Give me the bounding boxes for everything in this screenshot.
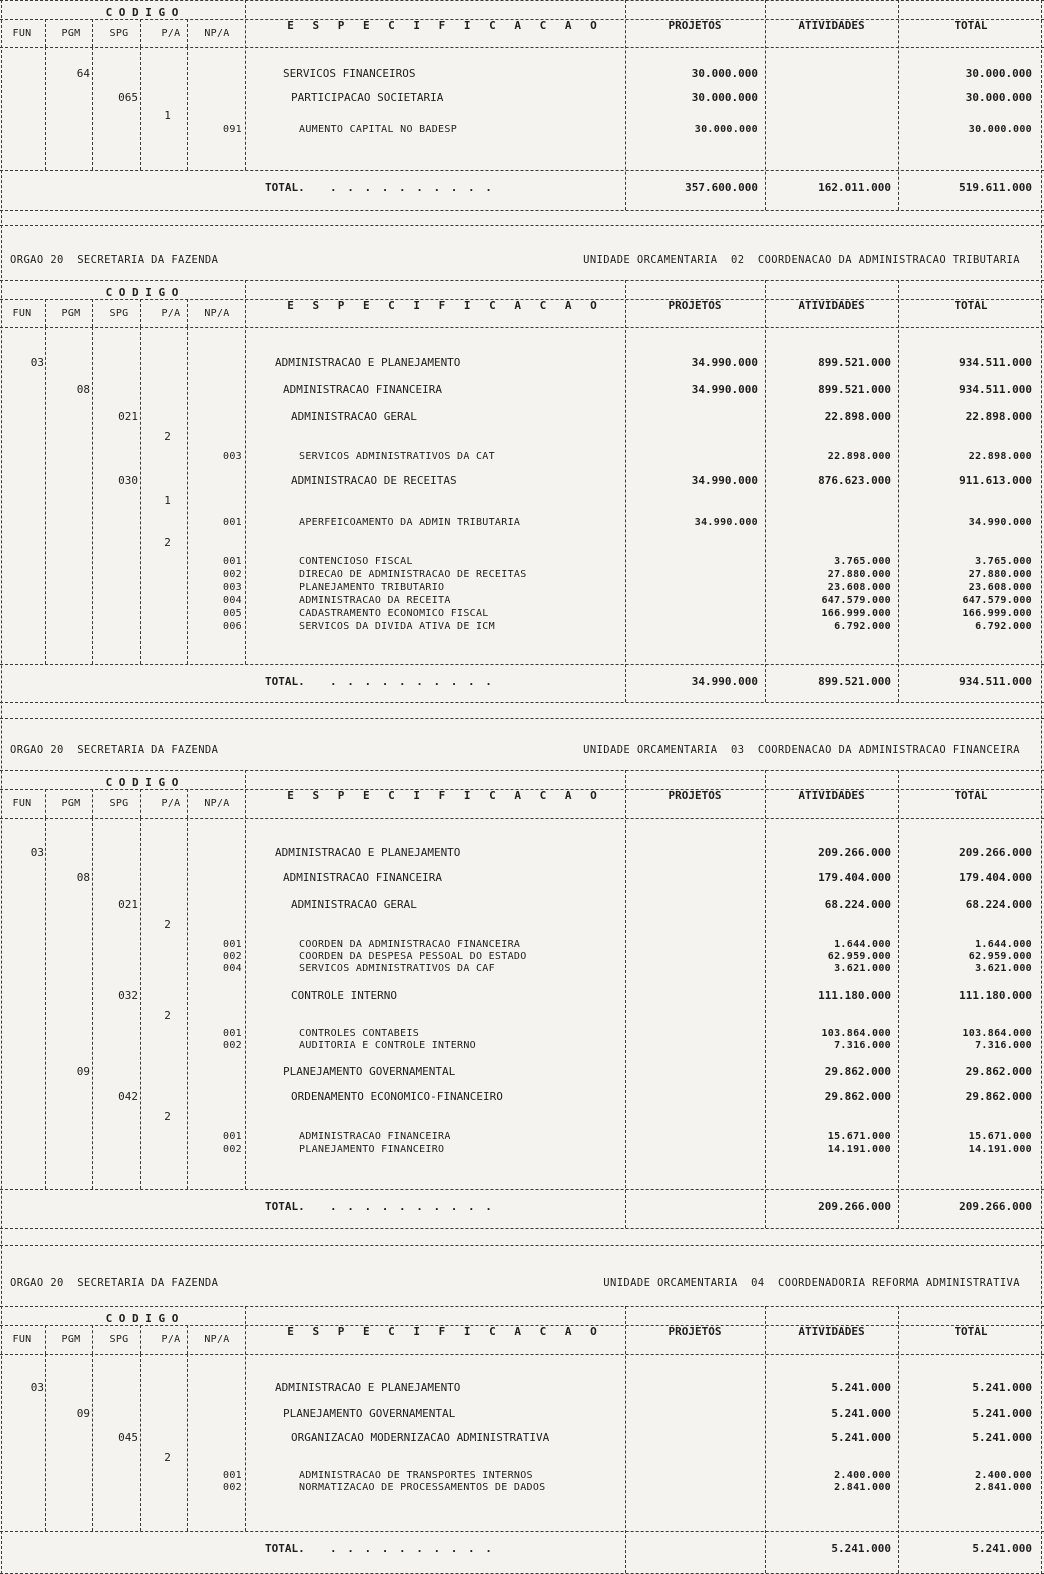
especificacao-text: ADMINISTRACAO E PLANEJAMENTO [275,846,461,859]
column-divider [45,299,46,327]
fun-header: FUN [12,1334,32,1345]
pgm-header: PGM [61,798,81,809]
projetos-header: PROJETOS [668,19,722,32]
total-grand: 519.611.000 [959,181,1032,194]
column-divider [45,1325,46,1354]
total-leader-dots: . . . . . . . . . . [330,675,494,688]
total-value: 15.671.000 [968,1131,1032,1142]
npa-header: NP/A [204,308,230,319]
orgao-label: ORGAO 20 SECRETARIA DA FAZENDA [10,254,219,266]
atividades-value: 647.579.000 [821,595,891,606]
column-divider [625,770,626,1228]
especificacao-text: ADMINISTRACAO GERAL [291,410,417,423]
total-leader-dots: . . . . . . . . . . [330,1542,494,1555]
total-atividades: 162.011.000 [818,181,891,194]
codigo-header: C O D I G O [105,776,179,789]
pa-code: 2 [164,1009,171,1022]
total-atividades: 209.266.000 [818,1200,891,1213]
pa-code: 2 [164,1451,171,1464]
atividades-header: ATIVIDADES [798,1325,865,1338]
spg-header: SPG [109,308,129,319]
header-bottom-rule [0,47,1044,48]
atividades-value: 14.191.000 [827,1144,891,1155]
especificacao-text: ORDENAMENTO ECONOMICO-FINANCEIRO [291,1090,503,1103]
column-divider [140,327,141,664]
pa-header: P/A [161,308,181,319]
especificacao-text: ADMINISTRACAO E PLANEJAMENTO [275,356,461,369]
especificacao-text: SERVICOS ADMINISTRATIVOS DA CAF [299,963,495,974]
atividades-value: 899.521.000 [818,383,891,396]
npa-code: 002 [223,1144,242,1155]
projetos-header: PROJETOS [668,299,722,312]
npa-code: 003 [223,451,242,462]
column-divider [625,0,626,210]
column-divider [187,1354,188,1531]
section-bottom-rule [0,1228,1044,1229]
projetos-value: 30.000.000 [691,67,758,80]
especificacao-text: ADMINISTRACAO GERAL [291,898,417,911]
column-divider [898,280,899,702]
column-divider [765,1306,766,1573]
header-top-rule [0,1306,1044,1307]
projetos-value: 34.990.000 [691,474,758,487]
total-header: TOTAL [954,789,988,802]
total-value: 5.241.000 [972,1431,1032,1444]
column-divider [898,0,899,210]
fun-header: FUN [12,308,32,319]
pa-code: 2 [164,536,171,549]
atividades-value: 3.621.000 [834,963,891,974]
projetos-value: 34.990.000 [691,356,758,369]
column-divider [625,1306,626,1573]
spg-code: 042 [118,1090,138,1103]
total-projetos: 34.990.000 [691,675,758,688]
especificacao-text: APERFEICOAMENTO DA ADMIN TRIBUTARIA [299,517,521,528]
column-divider [45,19,46,47]
npa-code: 002 [223,1482,242,1493]
atividades-value: 5.241.000 [831,1407,891,1420]
column-divider [92,299,93,327]
column-divider [187,818,188,1189]
especificacao-text: ADMINISTRACAO DA RECEITA [299,595,451,606]
atividades-value: 5.241.000 [831,1431,891,1444]
column-divider [245,0,246,170]
page-right-edge [1041,0,1042,1574]
atividades-value: 876.623.000 [818,474,891,487]
total-header: TOTAL [954,299,988,312]
especificacao-text: CADASTRAMENTO ECONOMICO FISCAL [299,608,489,619]
pa-code: 2 [164,430,171,443]
column-divider [92,789,93,818]
atividades-value: 15.671.000 [827,1131,891,1142]
column-divider [187,327,188,664]
total-value: 22.898.000 [965,410,1032,423]
npa-code: 001 [223,939,242,950]
header-top-rule [0,280,1044,281]
total-top-rule [0,170,1044,171]
column-divider [140,1354,141,1531]
column-divider [45,327,46,664]
total-value: 179.404.000 [959,871,1032,884]
total-grand: 934.511.000 [959,675,1032,688]
total-header: TOTAL [954,19,988,32]
projetos-header: PROJETOS [668,789,722,802]
fun-code: 03 [30,356,44,369]
unidade-orcamentaria-label: UNIDADE ORCAMENTARIA 03 COORDENACAO DA ADMINISTRACAO FINANCEIRA [583,744,1020,756]
especificacao-header: E S P E C I F I C A C A O [287,19,603,32]
npa-code: 001 [223,1131,242,1142]
column-divider [45,47,46,170]
spg-code: 045 [118,1431,138,1444]
total-value: 911.613.000 [959,474,1032,487]
section-top-rule [0,1245,1044,1246]
column-divider [625,280,626,702]
especificacao-text: CONTROLES CONTABEIS [299,1028,420,1039]
column-divider [92,818,93,1189]
atividades-value: 29.862.000 [824,1090,891,1103]
orgao-label: ORGAO 20 SECRETARIA DA FAZENDA [10,744,219,756]
section-bottom-rule [0,210,1044,211]
column-divider [92,47,93,170]
pa-header: P/A [161,798,181,809]
column-divider [765,770,766,1228]
spg-header: SPG [109,798,129,809]
total-value: 5.241.000 [972,1381,1032,1394]
column-divider [92,1325,93,1354]
column-divider [45,1354,46,1531]
pgm-code: 64 [76,67,90,80]
column-divider [140,47,141,170]
projetos-value: 34.990.000 [694,517,758,528]
atividades-value: 62.959.000 [827,951,891,962]
especificacao-text: SERVICOS DA DIVIDA ATIVA DE ICM [299,621,495,632]
total-value: 3.621.000 [975,963,1032,974]
total-grand: 5.241.000 [972,1542,1032,1555]
total-label: TOTAL. [265,1542,305,1555]
total-value: 209.266.000 [959,846,1032,859]
total-value: 6.792.000 [975,621,1032,632]
column-divider [140,789,141,818]
atividades-value: 209.266.000 [818,846,891,859]
npa-code: 005 [223,608,242,619]
especificacao-text: AUMENTO CAPITAL NO BADESP [299,124,458,135]
especificacao-text: ADMINISTRACAO DE TRANSPORTES INTERNOS [299,1470,533,1481]
pgm-code: 09 [76,1065,90,1078]
total-top-rule [0,1189,1044,1190]
total-atividades: 899.521.000 [818,675,891,688]
total-value: 30.000.000 [965,91,1032,104]
atividades-value: 899.521.000 [818,356,891,369]
fun-code: 03 [30,846,44,859]
column-divider [187,19,188,47]
column-divider [45,789,46,818]
projetos-value: 30.000.000 [694,124,758,135]
total-value: 103.864.000 [962,1028,1032,1039]
npa-header: NP/A [204,798,230,809]
total-value: 2.841.000 [975,1482,1032,1493]
especificacao-text: CONTROLE INTERNO [291,989,397,1002]
especificacao-header: E S P E C I F I C A C A O [287,789,603,802]
column-divider [187,1325,188,1354]
total-label: TOTAL. [265,675,305,688]
especificacao-text: PARTICIPACAO SOCIETARIA [291,91,444,104]
column-divider [765,280,766,702]
atividades-header: ATIVIDADES [798,19,865,32]
npa-header: NP/A [204,1334,230,1345]
pgm-code: 09 [76,1407,90,1420]
spg-header: SPG [109,1334,129,1345]
projetos-value: 34.990.000 [691,383,758,396]
projetos-value: 30.000.000 [691,91,758,104]
column-divider [92,327,93,664]
especificacao-text: SERVICOS FINANCEIROS [283,67,416,80]
especificacao-text: COORDEN DA DESPESA PESSOAL DO ESTADO [299,951,527,962]
especificacao-text: PLANEJAMENTO GOVERNAMENTAL [283,1065,456,1078]
total-label: TOTAL. [265,1200,305,1213]
atividades-value: 2.400.000 [834,1470,891,1481]
total-value: 647.579.000 [962,595,1032,606]
column-divider [187,299,188,327]
especificacao-text: PLANEJAMENTO GOVERNAMENTAL [283,1407,456,1420]
total-value: 29.862.000 [965,1065,1032,1078]
projetos-header: PROJETOS [668,1325,722,1338]
total-top-rule [0,664,1044,665]
section-top-rule [0,225,1044,226]
column-divider [140,1325,141,1354]
unidade-orcamentaria-label: UNIDADE ORCAMENTARIA 02 COORDENACAO DA ADMINISTRACAO TRIBUTARIA [583,254,1020,266]
orgao-label: ORGAO 20 SECRETARIA DA FAZENDA [10,1277,219,1289]
spg-code: 032 [118,989,138,1002]
pa-code: 2 [164,918,171,931]
total-leader-dots: . . . . . . . . . . [330,1200,494,1213]
atividades-header: ATIVIDADES [798,299,865,312]
fun-code: 03 [30,1381,44,1394]
total-label: TOTAL. [265,181,305,194]
pgm-code: 08 [76,871,90,884]
header-bottom-rule [0,818,1044,819]
especificacao-text: ADMINISTRACAO DE RECEITAS [291,474,457,487]
total-value: 2.400.000 [975,1470,1032,1481]
total-value: 1.644.000 [975,939,1032,950]
especificacao-text: PLANEJAMENTO TRIBUTARIO [299,582,445,593]
atividades-value: 22.898.000 [824,410,891,423]
pa-code: 1 [164,109,171,122]
section-bottom-rule [0,702,1044,703]
atividades-value: 103.864.000 [821,1028,891,1039]
column-divider [898,770,899,1228]
npa-code: 091 [223,124,242,135]
especificacao-text: CONTENCIOSO FISCAL [299,556,413,567]
atividades-value: 2.841.000 [834,1482,891,1493]
especificacao-text: DIRECAO DE ADMINISTRACAO DE RECEITAS [299,569,527,580]
atividades-value: 27.880.000 [827,569,891,580]
total-value: 934.511.000 [959,383,1032,396]
total-value: 27.880.000 [968,569,1032,580]
pa-code: 2 [164,1110,171,1123]
total-value: 111.180.000 [959,989,1032,1002]
total-value: 22.898.000 [968,451,1032,462]
section-top-rule [0,718,1044,719]
especificacao-text: ADMINISTRACAO FINANCEIRA [299,1131,451,1142]
column-divider [187,789,188,818]
fun-header: FUN [12,798,32,809]
especificacao-text: AUDITORIA E CONTROLE INTERNO [299,1040,476,1051]
column-divider [45,818,46,1189]
spg-code: 021 [118,410,138,423]
column-divider [92,19,93,47]
spg-code: 065 [118,91,138,104]
pgm-header: PGM [61,308,81,319]
atividades-value: 23.608.000 [827,582,891,593]
column-divider [245,280,246,664]
fun-header: FUN [12,28,32,39]
pa-header: P/A [161,1334,181,1345]
column-divider [765,0,766,210]
column-divider [140,299,141,327]
column-divider [245,1306,246,1531]
especificacao-text: NORMATIZACAO DE PROCESSAMENTOS DE DADOS [299,1482,546,1493]
npa-code: 006 [223,621,242,632]
spg-header: SPG [109,28,129,39]
total-value: 5.241.000 [972,1407,1032,1420]
atividades-value: 166.999.000 [821,608,891,619]
atividades-value: 5.241.000 [831,1381,891,1394]
atividades-value: 179.404.000 [818,871,891,884]
npa-code: 002 [223,569,242,580]
spg-code: 021 [118,898,138,911]
npa-code: 001 [223,556,242,567]
total-value: 3.765.000 [975,556,1032,567]
codigo-header: C O D I G O [105,6,179,19]
header-bottom-rule [0,327,1044,328]
npa-code: 001 [223,517,242,528]
total-value: 166.999.000 [962,608,1032,619]
especificacao-text: COORDEN DA ADMINISTRACAO FINANCEIRA [299,939,521,950]
column-divider [245,770,246,1189]
total-value: 29.862.000 [965,1090,1032,1103]
pgm-header: PGM [61,1334,81,1345]
npa-code: 004 [223,595,242,606]
total-header: TOTAL [954,1325,988,1338]
pa-code: 1 [164,494,171,507]
atividades-value: 6.792.000 [834,621,891,632]
column-divider [898,1306,899,1573]
codigo-header: C O D I G O [105,286,179,299]
npa-code: 002 [223,1040,242,1051]
total-value: 934.511.000 [959,356,1032,369]
total-projetos: 357.600.000 [685,181,758,194]
column-divider [140,19,141,47]
atividades-value: 68.224.000 [824,898,891,911]
total-value: 62.959.000 [968,951,1032,962]
spg-code: 030 [118,474,138,487]
total-value: 34.990.000 [968,517,1032,528]
atividades-value: 22.898.000 [827,451,891,462]
especificacao-text: ORGANIZACAO MODERNIZACAO ADMINISTRATIVA [291,1431,550,1444]
npa-code: 002 [223,951,242,962]
especificacao-text: ADMINISTRACAO FINANCEIRA [283,383,442,396]
atividades-value: 29.862.000 [824,1065,891,1078]
atividades-value: 1.644.000 [834,939,891,950]
npa-code: 001 [223,1470,242,1481]
pa-header: P/A [161,28,181,39]
especificacao-text: ADMINISTRACAO E PLANEJAMENTO [275,1381,461,1394]
total-value: 30.000.000 [965,67,1032,80]
atividades-value: 111.180.000 [818,989,891,1002]
pgm-header: PGM [61,28,81,39]
column-divider [92,1354,93,1531]
column-divider [140,818,141,1189]
total-leader-dots: . . . . . . . . . . [330,181,494,194]
codigo-header: C O D I G O [105,1312,179,1325]
total-value: 14.191.000 [968,1144,1032,1155]
especificacao-text: ADMINISTRACAO FINANCEIRA [283,871,442,884]
total-value: 7.316.000 [975,1040,1032,1051]
pgm-code: 08 [76,383,90,396]
npa-code: 003 [223,582,242,593]
npa-header: NP/A [204,28,230,39]
especificacao-text: SERVICOS ADMINISTRATIVOS DA CAT [299,451,495,462]
atividades-value: 3.765.000 [834,556,891,567]
header-bottom-rule [0,1354,1044,1355]
total-atividades: 5.241.000 [831,1542,891,1555]
total-value: 30.000.000 [968,124,1032,135]
page-left-edge [1,0,2,1574]
total-value: 68.224.000 [965,898,1032,911]
npa-code: 004 [223,963,242,974]
npa-code: 001 [223,1028,242,1039]
total-value: 23.608.000 [968,582,1032,593]
atividades-header: ATIVIDADES [798,789,865,802]
unidade-orcamentaria-label: UNIDADE ORCAMENTARIA 04 COORDENADORIA REFORMA ADMINISTRATIVA [603,1277,1020,1289]
especificacao-text: PLANEJAMENTO FINANCEIRO [299,1144,445,1155]
atividades-value: 7.316.000 [834,1040,891,1051]
especificacao-header: E S P E C I F I C A C A O [287,1325,603,1338]
especificacao-header: E S P E C I F I C A C A O [287,299,603,312]
section-top-rule [0,0,1044,1]
total-top-rule [0,1531,1044,1532]
column-divider [187,47,188,170]
total-grand: 209.266.000 [959,1200,1032,1213]
header-top-rule [0,770,1044,771]
